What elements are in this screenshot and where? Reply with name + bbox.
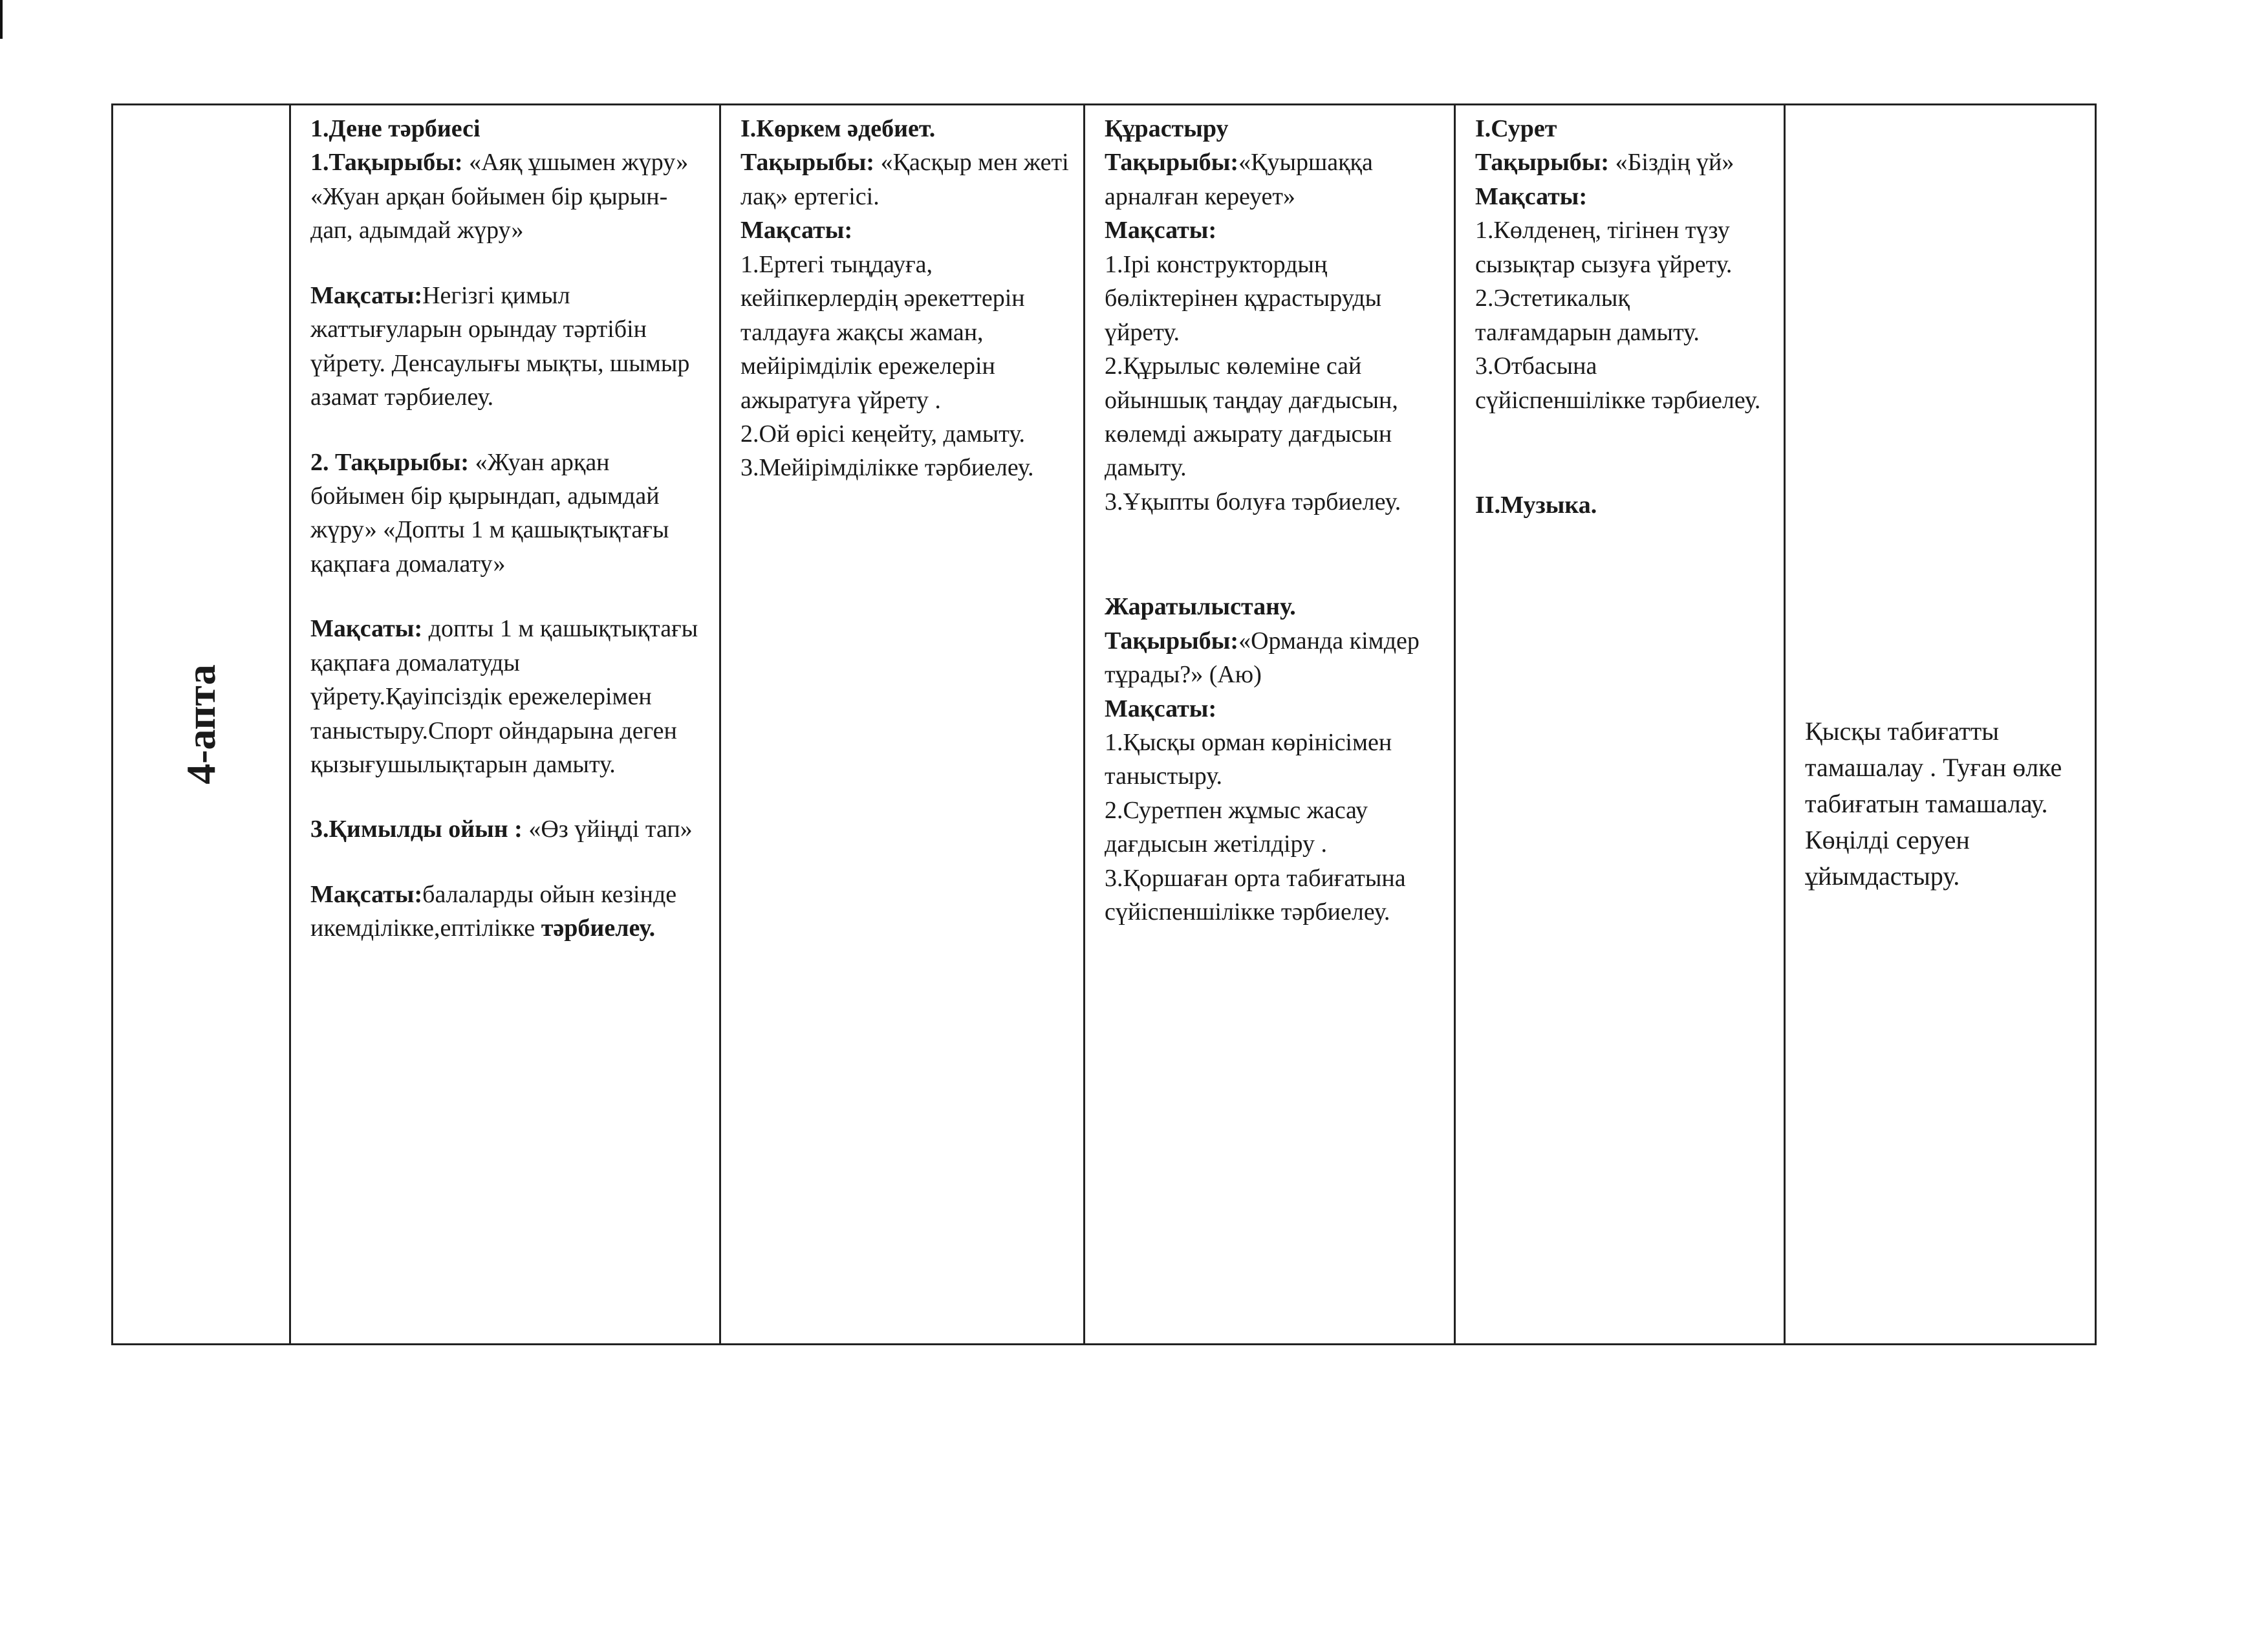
walk-cell [1784, 105, 2099, 1343]
walk-text: Қысқы табиғатты тамашалау . Туған өлке табиғатын тамашалау. Көңілді серуен ұйымдастыру. [1805, 717, 2062, 891]
pe-topic-3 [310, 812, 706, 846]
pe-topic-2-label: 2. Тақырыбы: [310, 448, 470, 476]
pe-topic-1-label: 1.Тақырыбы: [310, 149, 463, 177]
art-topic-label: Тақырыбы: [1475, 149, 1610, 177]
lit-goal-label: Мақсаты: [740, 217, 853, 244]
art-topic-text: «Біздің үй» [1615, 149, 1734, 177]
pe-subject: 1.Дене тәрбиесі [310, 115, 481, 142]
pe-goal-1-label: Мақсаты: [310, 281, 423, 309]
art-goal-item: 2.Эстетикалық талғамдарын дамыту. [1475, 285, 1700, 346]
construction-nature-cell [1083, 105, 1454, 1343]
pe-topic-2 [310, 446, 706, 581]
nature-topic-text: «Орманда кімдер тұрады?» (Аю) [1105, 627, 1420, 689]
nature-goal-item: 1.Қысқы орман көрінісімен таныстыру. [1105, 729, 1392, 790]
pe-goal-3-text: балаларды ойын кезінде икемділікке,ептілікке [310, 880, 677, 942]
pe-goal-2-text: допты 1 м қашықтықтағы қақпаға домалатуды үйрету.Қауіпсіздік ережелерімен таныстыру.Спорт ойндарына деген қызығушылықтарын дамыту. [310, 615, 698, 778]
pe-topic-1-text: «Аяқ ұшымен жүру» «Жуан арқан бойымен бір қырын-дап, адымдай жүру» [310, 149, 689, 244]
pe-goal-2 [310, 612, 706, 781]
pe-goal-1-text: Негізгі қимыл жаттығуларын орындау тәртібін үйрету. Денсаулығы мықты, шымыр азамат тәрбиелеу. [310, 281, 690, 411]
construction-goal-label: Мақсаты: [1105, 217, 1217, 244]
art-music-cell [1454, 105, 1784, 1343]
construction-goal-item: 2.Құрылыс көлеміне сай ойыншық таңдау дағдысын, көлемді ажырату дағдысын дамыту. [1105, 352, 1398, 482]
art-goal-item: 3.Отбасына сүйіспеншілікке тәрбиелеу. [1475, 352, 1761, 414]
pe-goal-3-tail: тәрбиелеу. [541, 915, 656, 942]
construction-goal-item: 1.Ірі конструктордың бөліктерінен құрастыруды үйрету. [1105, 250, 1382, 346]
lit-goal-item: 2.Ой өрісі кеңейту, дамыту. [740, 420, 1026, 448]
nature-topic [1105, 624, 1441, 692]
week-label: 4-апта [178, 664, 224, 785]
art-subject: І.Сурет [1475, 115, 1557, 142]
construction-goal-item: 3.Ұқыпты болуға тәрбиелеу. [1105, 488, 1401, 515]
nature-goal-item: 2.Суретпен жұмыс жасау дағдысын жетілдіру . [1105, 796, 1368, 858]
lit-subject: І.Көркем әдебиет. [740, 115, 936, 142]
lit-topic-text: «Қасқыр мен жеті лақ» ертегісі. [740, 149, 1069, 210]
construction-topic [1105, 146, 1441, 213]
lit-goal-item: 1.Ертегі тыңдауға, кейіпкерлердің әрекеттерін талдауға жақсы жаман, мейірімділік ережелерін ажыратуға үйрету . [740, 250, 1025, 414]
art-goal-item: 1.Көлденең, тігінен түзу сызықтар сызуға үйрету. [1475, 217, 1733, 278]
lit-topic [740, 146, 1070, 213]
lit-topic-label: Тақырыбы: [740, 149, 875, 177]
construction-topic-text: «Қуыршаққа арналған кереует» [1105, 149, 1373, 210]
art-goal-label: Мақсаты: [1475, 182, 1588, 210]
lit-goal-item: 3.Мейірімділікке тәрбиелеу. [740, 454, 1034, 482]
lesson-plan-table [111, 103, 2097, 1345]
nature-goal-label: Мақсаты: [1105, 695, 1217, 722]
nature-goal-item: 3.Қоршаған орта табиғатына сүйіспеншілікке тәрбиелеу. [1105, 864, 1406, 926]
pe-topic-1 [310, 146, 706, 247]
construction-topic-label: Тақырыбы: [1105, 149, 1239, 177]
pe-goal-1 [310, 279, 706, 415]
nature-topic-label: Тақырыбы: [1105, 627, 1239, 655]
construction-subject: Құрастыру [1105, 115, 1229, 142]
pe-goal-3-label: Мақсаты: [310, 880, 423, 908]
page-edge-mark [0, 0, 3, 39]
physical-education-cell [289, 105, 719, 1343]
week-column [113, 105, 289, 1343]
literature-cell [719, 105, 1083, 1343]
nature-subject: Жаратылыстану. [1105, 593, 1296, 621]
pe-topic-2-text: «Жуан арқан бойымен бір қырындап, адымдай жүру» «Допты 1 м қашықтықтағы қақпаға домалату» [310, 448, 669, 578]
art-topic [1475, 146, 1771, 179]
pe-topic-3-text: «Өз үйіңді тап» [528, 816, 693, 843]
pe-topic-3-label: 3.Қимылды ойын : [310, 816, 523, 843]
music-subject: ІІ.Музыка. [1475, 491, 1597, 519]
pe-goal-2-label: Мақсаты: [310, 615, 423, 643]
pe-goal-3 [310, 878, 706, 946]
